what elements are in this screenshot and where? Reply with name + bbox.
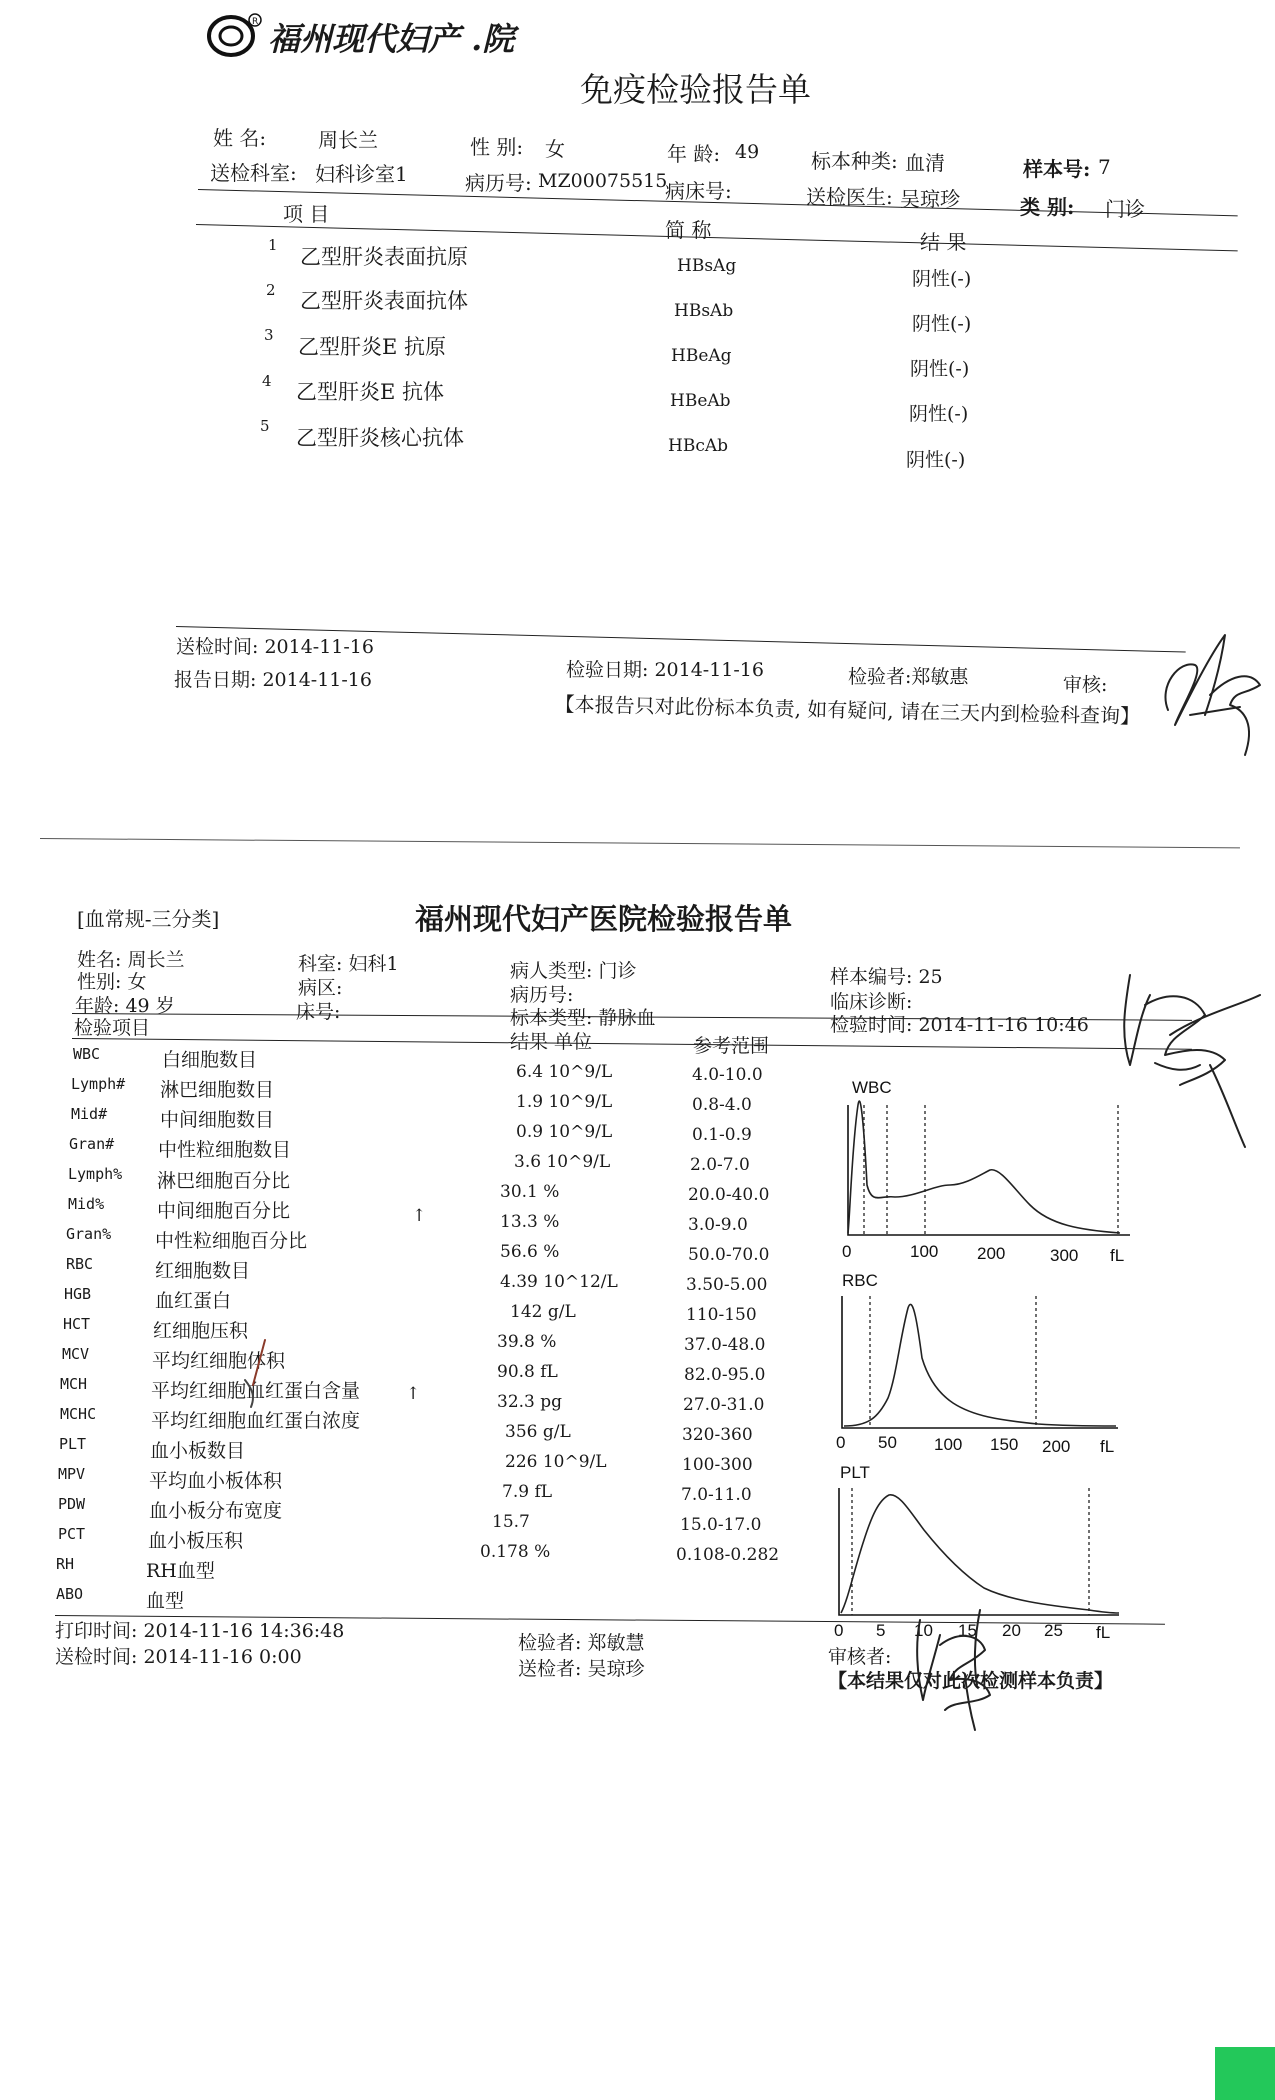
item-code: WBC — [73, 1045, 101, 1063]
row-number: 5 — [260, 417, 270, 435]
item-name: 平均红细胞血红蛋白浓度 — [151, 1410, 361, 1432]
item-name: 平均红细胞体积 — [152, 1350, 286, 1372]
record-no: 病历号: — [510, 984, 574, 1006]
item-code: MCHC — [60, 1405, 97, 1423]
reviewer-signature — [1150, 615, 1270, 760]
item-result: 30.1 % — [500, 1182, 560, 1202]
wbc-histogram — [840, 1075, 1140, 1270]
item-code: Lymph% — [68, 1165, 123, 1183]
ward: 病区: — [298, 977, 343, 999]
item-range: 15.0-17.0 — [680, 1515, 762, 1535]
item-range: 110-150 — [686, 1305, 757, 1325]
handwritten-check-mark — [225, 1335, 295, 1415]
item-code: MPV — [58, 1465, 86, 1483]
item-code: HCT — [63, 1315, 91, 1333]
record-value: MZ00075515 — [538, 170, 668, 192]
item-code: Mid% — [68, 1195, 105, 1213]
axis-tick: 20 — [1002, 1621, 1021, 1640]
item-name: 淋巴细胞百分比 — [157, 1170, 291, 1192]
category-value: 门诊 — [1105, 197, 1145, 221]
section-tag: [血常规-三分类] — [77, 907, 220, 931]
reviewer-label: 审核者: — [828, 1646, 892, 1668]
tester: 检验者:郑敏惠 — [848, 666, 969, 688]
age-value: 49 — [735, 141, 760, 163]
sample-value: 7 — [1098, 155, 1111, 179]
name-label: 姓 名: — [213, 126, 267, 150]
col-item-header: 项 目 — [283, 202, 330, 226]
item-result: 32.3 pg — [497, 1392, 563, 1412]
item-code: HGB — [64, 1285, 92, 1303]
item-name: 平均血小板体积 — [149, 1470, 283, 1492]
test-time: 检验时间: 2014-11-16 10:46 — [830, 1014, 1089, 1036]
item-name: 血小板分布宽度 — [149, 1500, 283, 1522]
item-result: 0.9 10^9/L — [516, 1122, 613, 1142]
item-result: 90.8 fL — [497, 1362, 558, 1382]
watermark-badge — [1215, 2047, 1275, 2100]
item-result: 6.4 10^9/L — [516, 1062, 613, 1082]
item-code: Mid# — [71, 1105, 108, 1123]
histogram-label: PLT — [840, 1463, 870, 1482]
clinical-diagnosis: 临床诊断: — [830, 991, 913, 1013]
col-abbr-header: 简 称 — [665, 218, 712, 242]
item-result: 阴性(-) — [906, 449, 966, 471]
item-name: 血红蛋白 — [155, 1290, 232, 1312]
col-item-header: 检验项目 — [74, 1017, 151, 1039]
item-result: 3.6 10^9/L — [514, 1152, 611, 1172]
item-result: 142 g/L — [510, 1302, 576, 1322]
send-time: 送检时间: 2014-11-16 — [176, 636, 374, 658]
item-name: 中性粒细胞百分比 — [155, 1230, 308, 1252]
item-name: 红细胞数目 — [155, 1260, 251, 1282]
item-range: 37.0-48.0 — [684, 1335, 766, 1355]
col-range-header: 参考范围 — [693, 1035, 770, 1057]
patient-sex: 性别: 女 — [77, 971, 147, 993]
item-result: 4.39 10^12/L — [500, 1272, 618, 1292]
axis-tick: 0 — [842, 1242, 852, 1261]
item-range: 27.0-31.0 — [683, 1395, 765, 1415]
item-range: 20.0-40.0 — [688, 1185, 770, 1205]
item-code: Gran% — [66, 1225, 112, 1243]
patient-name: 姓名: 周长兰 — [77, 949, 185, 971]
specimen-value: 血清 — [905, 151, 945, 175]
hospital-logo-text: 福州现代妇产 .院 — [268, 20, 515, 58]
item-code: RBC — [66, 1255, 94, 1273]
item-range: 2.0-7.0 — [690, 1155, 750, 1175]
histogram-label: RBC — [842, 1271, 878, 1290]
patient-age: 年龄: 49 岁 — [75, 995, 175, 1017]
axis-unit: fL — [1096, 1623, 1111, 1642]
item-result: 阴性(-) — [910, 358, 970, 380]
name-value: 周长兰 — [318, 128, 378, 152]
item-code: PDW — [58, 1495, 86, 1513]
item-abbr: HBeAg — [671, 346, 732, 366]
svg-text:R: R — [252, 17, 259, 27]
item-result: 阴性(-) — [912, 313, 972, 335]
rbc-histogram — [838, 1268, 1138, 1458]
item-range: 50.0-70.0 — [688, 1245, 770, 1265]
row-number: 4 — [262, 372, 272, 390]
col-result-header: 结果 单位 — [510, 1031, 593, 1053]
item-code: MCH — [60, 1375, 88, 1393]
axis-tick: 200 — [977, 1244, 1006, 1263]
item-abbr: HBeAb — [670, 391, 731, 411]
item-code: Lymph# — [71, 1075, 126, 1093]
row-number: 3 — [264, 326, 274, 344]
axis-tick: 0 — [834, 1621, 844, 1640]
high-flag: ↑ — [412, 1206, 427, 1226]
item-range: 82.0-95.0 — [684, 1365, 766, 1385]
hospital-logo-icon — [205, 12, 265, 58]
item-name: 乙型肝炎表面抗原 — [300, 245, 468, 269]
sender: 送检者: 吴琼珍 — [518, 1658, 645, 1680]
doctor-value: 吴琼珍 — [900, 187, 960, 211]
item-code: RH — [56, 1555, 75, 1573]
item-result: 7.9 fL — [502, 1482, 553, 1502]
axis-tick: 5 — [876, 1621, 886, 1640]
item-name: 乙型肝炎E 抗原 — [298, 335, 447, 359]
report-separator — [40, 838, 1240, 848]
tester: 检验者: 郑敏慧 — [518, 1632, 645, 1654]
item-result: 0.178 % — [480, 1542, 551, 1562]
item-range: 3.50-5.00 — [686, 1275, 768, 1295]
item-name: 中性粒细胞数目 — [158, 1139, 292, 1161]
item-result: 阴性(-) — [909, 403, 969, 425]
axis-tick: 200 — [1042, 1437, 1071, 1456]
item-code: PCT — [58, 1525, 86, 1543]
axis-tick: 300 — [1050, 1246, 1079, 1265]
reviewer-label: 审核: — [1063, 674, 1108, 696]
axis-tick: 50 — [878, 1433, 897, 1452]
bed-label: 病床号: — [665, 179, 732, 203]
reviewer-signature — [905, 1605, 1010, 1735]
item-result: 226 10^9/L — [505, 1452, 607, 1472]
specimen-type: 标本类型: 静脉血 — [510, 1007, 656, 1029]
item-code: PLT — [59, 1435, 87, 1453]
item-name: 白细胞数目 — [162, 1049, 258, 1071]
category-label: 类 别: — [1020, 195, 1075, 219]
item-result: 56.6 % — [500, 1242, 560, 1262]
item-range: 0.108-0.282 — [676, 1545, 780, 1565]
sex-value: 女 — [545, 137, 565, 161]
item-name: 淋巴细胞数目 — [160, 1079, 275, 1101]
item-range: 0.1-0.9 — [692, 1125, 752, 1145]
disclaimer-note: 【本报告只对此份标本负责, 如有疑问, 请在三天内到检验科查询】 — [554, 691, 1141, 729]
send-time: 送检时间: 2014-11-16 0:00 — [55, 1646, 302, 1668]
item-name: RH血型 — [146, 1560, 215, 1582]
axis-unit: fL — [1100, 1437, 1115, 1456]
item-name: 乙型肝炎核心抗体 — [296, 426, 464, 450]
item-result: 13.3 % — [500, 1212, 560, 1232]
axis-tick: 150 — [990, 1435, 1019, 1454]
dept-value: 妇科诊室1 — [315, 162, 408, 186]
report-date: 报告日期: 2014-11-16 — [174, 669, 372, 691]
item-name: 乙型肝炎表面抗体 — [300, 289, 468, 313]
item-abbr: HBsAg — [677, 256, 737, 276]
item-range: 7.0-11.0 — [681, 1485, 752, 1505]
histogram-label: WBC — [852, 1078, 892, 1097]
test-date: 检验日期: 2014-11-16 — [566, 659, 764, 681]
item-code: MCV — [62, 1345, 90, 1363]
axis-tick: 15 — [958, 1621, 977, 1640]
row-number: 1 — [268, 236, 278, 254]
specimen-label: 标本种类: — [811, 149, 898, 173]
item-range: 0.8-4.0 — [692, 1095, 752, 1115]
age-label: 年 龄: — [667, 142, 721, 166]
item-range: 4.0-10.0 — [692, 1065, 763, 1085]
axis-tick: 100 — [910, 1242, 939, 1261]
item-code: Gran# — [69, 1135, 115, 1153]
item-range: 320-360 — [682, 1425, 753, 1445]
item-result: 15.7 — [492, 1512, 530, 1532]
approval-signature — [1110, 935, 1265, 1150]
record-label: 病历号: — [465, 171, 532, 195]
doctor-label: 送检医生: — [806, 185, 893, 209]
item-code: ABO — [56, 1585, 84, 1603]
item-result: 阴性(-) — [912, 268, 972, 290]
row-number: 2 — [266, 281, 276, 299]
item-name: 平均红细胞血红蛋白含量 — [151, 1380, 361, 1402]
item-result: 1.9 10^9/L — [516, 1092, 613, 1112]
item-abbr: HBsAb — [674, 301, 734, 321]
axis-unit: fL — [1110, 1246, 1125, 1265]
patient-type: 病人类型: 门诊 — [510, 960, 637, 982]
item-name: 血小板数目 — [150, 1440, 246, 1462]
item-name: 红细胞压积 — [153, 1320, 249, 1342]
col-result-header: 结 果 — [920, 230, 967, 254]
item-name: 乙型肝炎E 抗体 — [296, 380, 445, 404]
item-result: 356 g/L — [505, 1422, 571, 1442]
item-range: 100-300 — [682, 1455, 753, 1475]
item-name: 血小板压积 — [148, 1530, 244, 1552]
item-range: 3.0-9.0 — [688, 1215, 748, 1235]
print-time: 打印时间: 2014-11-16 14:36:48 — [55, 1620, 345, 1642]
axis-tick: 25 — [1044, 1621, 1063, 1640]
bed: 床号: — [296, 1001, 341, 1023]
result-disclaimer: 【本结果仅对此次检测样本负责】 — [828, 1670, 1114, 1692]
sample-label: 样本号: — [1023, 157, 1091, 181]
axis-tick: 0 — [836, 1433, 846, 1452]
item-abbr: HBcAb — [668, 436, 728, 456]
report2-title: 福州现代妇产医院检验报告单 — [415, 902, 793, 936]
item-name: 中间细胞数目 — [160, 1109, 275, 1131]
axis-tick: 10 — [914, 1621, 933, 1640]
item-name: 血型 — [146, 1590, 185, 1612]
axis-tick: 100 — [934, 1435, 963, 1454]
report1-title: 免疫检验报告单 — [580, 70, 811, 109]
dept: 科室: 妇科1 — [298, 953, 399, 975]
dept-label: 送检科室: — [210, 161, 297, 185]
high-flag: ↑ — [406, 1384, 421, 1404]
item-result: 39.8 % — [497, 1332, 557, 1352]
sample-no: 样本编号: 25 — [830, 966, 943, 988]
item-name: 中间细胞百分比 — [157, 1200, 291, 1222]
sex-label: 性 别: — [470, 135, 524, 159]
